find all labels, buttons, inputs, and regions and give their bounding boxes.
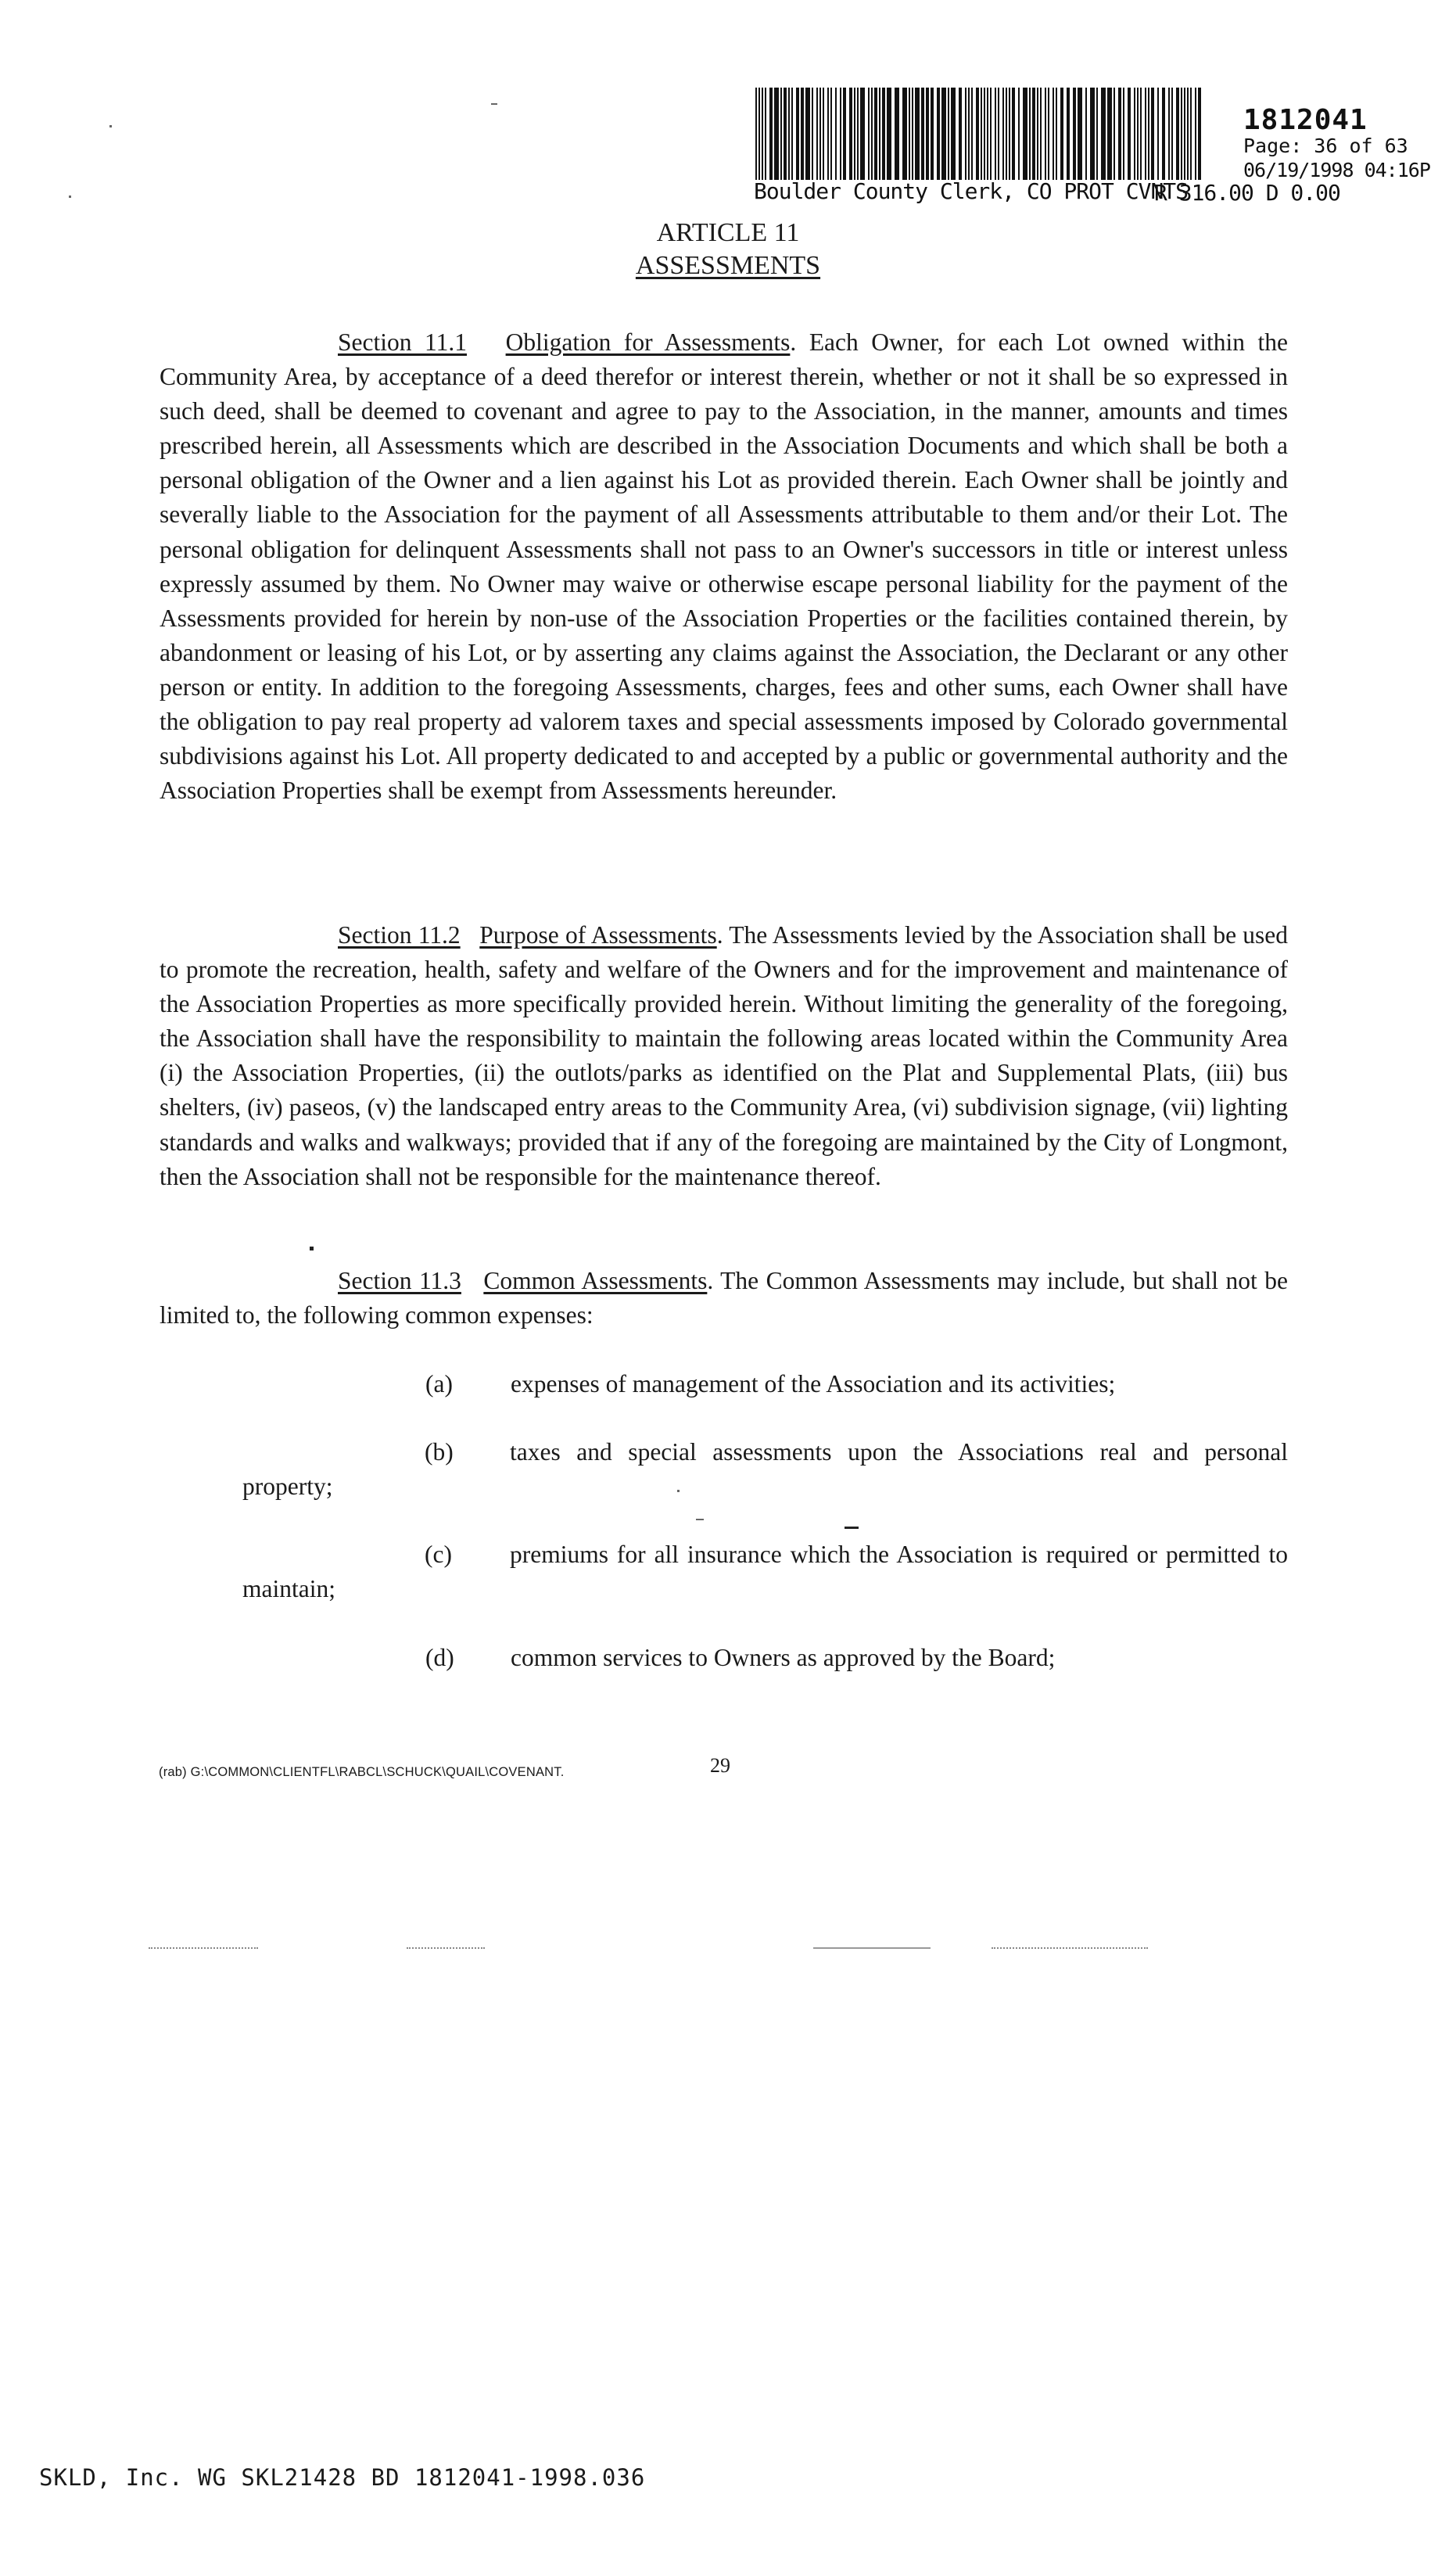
barcode-bar: [1184, 88, 1185, 180]
barcode-bar: [879, 88, 880, 180]
barcode-bar: [791, 88, 793, 180]
barcode-bar: [1056, 88, 1057, 180]
barcode-bar: [909, 88, 910, 180]
barcode-bar: [1198, 88, 1201, 180]
barcode-bar: [788, 88, 790, 180]
article-number: ARTICLE 11: [656, 218, 800, 247]
skld-reference-line: SKLD, Inc. WG SKL21428 BD 1812041-1998.036: [39, 2464, 646, 2491]
barcode-bar: [1078, 88, 1082, 180]
barcode-bar: [902, 88, 907, 180]
list-item-label: (b): [425, 1438, 454, 1466]
scan-speck: [69, 196, 71, 198]
barcode-bar: [823, 88, 824, 180]
section-11-3: [160, 1264, 1288, 1333]
barcode-bar: [849, 88, 852, 180]
page-number: 29: [710, 1754, 730, 1777]
barcode-bar: [1176, 88, 1179, 180]
stamp-clerk-line: Boulder County Clerk, CO PROT CVNTS: [754, 178, 1189, 204]
barcode-bar: [1090, 88, 1095, 180]
stamp-fees: R 316.00 D 0.00: [1154, 180, 1340, 206]
barcode-bar: [990, 88, 992, 180]
barcode-bar: [965, 88, 966, 180]
barcode-bar: [1009, 88, 1010, 180]
barcode-bar: [1118, 88, 1121, 180]
barcode-bar: [1045, 88, 1046, 180]
barcode-bar: [819, 88, 821, 180]
barcode-bar: [1128, 88, 1131, 180]
list-item-text: common services to Owners as approved by the Board;: [511, 1644, 1056, 1671]
barcode-bar: [871, 88, 873, 180]
barcode-bar: [830, 88, 832, 180]
section-heading: Common Assessments: [483, 1267, 708, 1294]
barcode-bar: [971, 88, 973, 180]
section-heading: Obligation for Assessments: [505, 328, 791, 356]
document-path: (rab) G:\COMMON\CLIENTFL\RABCL\SCHUCK\QUAIL\COVENANT.: [159, 1765, 565, 1779]
barcode-bar: [921, 88, 924, 180]
barcode-bar: [1162, 88, 1165, 180]
section-text: . The Assessments levied by the Association shall be used to promote the recreation, health, safety and welfare of the Owners and for the improvement and maintenance of the Association Properties as more specifically provided herein. Without limiting the generality of the foregoing, the Association shall have the responsibility to maintain the following areas located within the Community Area (i) the Association Properties, (ii) the outlots/parks as identified on the Plat and Supplemental Plats, (iii) bus shelters, (iv) paseos, (v) the landscaped entry areas to the Community Area, (vi) subdivision signage, (vii) lighting standards and walks and walkways; provided that if any of the foregoing are maintained by the City of Longmont, then the Association shall not be responsible for the maintenance thereof.: [160, 921, 1288, 1190]
barcode-bar: [882, 88, 885, 180]
barcode-bar: [827, 88, 829, 180]
barcode-bar: [1134, 88, 1135, 180]
scan-speck: [845, 1527, 859, 1529]
barcode-bar: [769, 88, 773, 180]
barcode-bar: [1151, 88, 1154, 180]
barcode-bar: [1012, 88, 1015, 180]
section-text: . Each Owner, for each Lot owned within the Community Area, by acceptance of a deed therefor or interest therein, whether or not it shall be so expressed in such deed, shall be deemed to covenant and agree to pay to the Association, in the manner, amounts and times prescribed herein, all Assessments which are described in the Association Documents and which shall be both a personal obligation of the Owner and a lien against his Lot as provided therein. Each Owner shall be jointly and severally liable to the Association for the payment of all Assessments attributable to them and/or their Lot. The personal obligation for delinquent Assessments shall not pass to an Owner's successors in title or interest unless expressly assumed by them. No Owner may waive or otherwise escape personal liability for the payment of the Assessments provided for herein by non-use of the Association Properties or the facilities contained therein, by abandonment or leasing of his Lot, or by asserting any claims against the Association, the Declarant or any other person or entity. In addition to the foregoing Assessments, charges, fees and other sums, each Owner shall have the obligation to pay real property ad valorem taxes and special assessments imposed by Colorado governmental subdivisions against his Lot. All property dedicated to and accepted by a public or governmental authority and the Association Properties shall be exempt from Assessments hereunder.: [160, 328, 1288, 805]
scan-dotted-line: [992, 1947, 1148, 1950]
scan-speck: [491, 103, 497, 105]
barcode-bar: [987, 88, 988, 180]
barcode-bar: [1048, 88, 1049, 180]
stamp-page-info: Page: 36 of 63: [1243, 135, 1408, 157]
barcode-bar: [843, 88, 846, 180]
barcode-bar: [1029, 88, 1031, 180]
barcode-bar: [816, 88, 818, 180]
barcode-bar: [937, 88, 940, 180]
barcode: [755, 88, 1204, 180]
barcode-bar: [926, 88, 929, 180]
barcode-bar: [887, 88, 891, 180]
barcode-bar: [780, 88, 782, 180]
list-item-label: (d): [425, 1644, 454, 1671]
barcode-bar: [860, 88, 865, 180]
barcode-bar: [1002, 88, 1004, 180]
barcode-bar: [801, 88, 804, 180]
barcode-bar: [1037, 88, 1038, 180]
section-label: Section 11.3: [338, 1267, 461, 1294]
scan-dotted-line: [813, 1947, 931, 1950]
barcode-bar: [1023, 88, 1027, 180]
barcode-bar: [1073, 88, 1076, 180]
section-11-2: [160, 918, 1288, 1194]
barcode-bar: [951, 88, 956, 180]
article-title: ASSESSMENTS: [635, 251, 821, 280]
barcode-bar: [895, 88, 899, 180]
scan-speck: [677, 1490, 680, 1492]
scan-speck: [696, 1519, 704, 1520]
scan-dotted-line: [149, 1947, 258, 1950]
barcode-bar: [1145, 88, 1146, 180]
barcode-bar: [984, 88, 985, 180]
barcode-bar: [840, 88, 841, 180]
barcode-bar: [1171, 88, 1173, 180]
barcode-bar: [995, 88, 996, 180]
section-11-1: [160, 325, 1288, 808]
barcode-bar: [941, 88, 946, 180]
barcode-bar: [1195, 88, 1196, 180]
barcode-bar: [1018, 88, 1020, 180]
barcode-bar: [755, 88, 757, 180]
scan-speck: [310, 1247, 314, 1250]
barcode-bar: [758, 88, 760, 180]
barcode-bar: [976, 88, 979, 180]
barcode-bar: [1140, 88, 1142, 180]
barcode-bar: [1006, 88, 1007, 180]
barcode-bar: [762, 88, 763, 180]
barcode-bar: [857, 88, 859, 180]
list-item-text: expenses of management of the Association and its activities;: [511, 1370, 1116, 1398]
barcode-bar: [1123, 88, 1124, 180]
barcode-bar: [981, 88, 982, 180]
barcode-bar: [1032, 88, 1035, 180]
list-item: [242, 1537, 1288, 1606]
list-item: [425, 1367, 1288, 1401]
barcode-bar: [1181, 88, 1182, 180]
section-label: Section 11.2: [338, 921, 461, 949]
barcode-bar: [1190, 88, 1192, 180]
barcode-bar: [1053, 88, 1054, 180]
barcode-bar: [784, 88, 787, 180]
barcode-bar: [1168, 88, 1170, 180]
barcode-bar: [912, 88, 913, 180]
barcode-bar: [1114, 88, 1115, 180]
barcode-bar: [812, 88, 813, 180]
barcode-bar: [931, 88, 934, 180]
barcode-bar: [915, 88, 920, 180]
scan-dotted-line: [407, 1947, 485, 1950]
list-item: [425, 1641, 1288, 1675]
barcode-bar: [959, 88, 962, 180]
barcode-bar: [1085, 88, 1087, 180]
barcode-bar: [1137, 88, 1139, 180]
barcode-bar: [1040, 88, 1042, 180]
scan-speck: [109, 125, 112, 127]
reception-number: 1812041: [1243, 104, 1368, 136]
barcode-bar: [948, 88, 949, 180]
list-item-label: (a): [425, 1370, 453, 1398]
barcode-bar: [868, 88, 870, 180]
list-item-label: (c): [425, 1541, 452, 1568]
list-item-text: premiums for all insurance which the Association is required or permitted to maintain;: [242, 1541, 1288, 1603]
barcode-bar: [1096, 88, 1098, 180]
barcode-bar: [1187, 88, 1189, 180]
section-heading: Purpose of Assessments: [479, 921, 717, 949]
barcode-bar: [796, 88, 799, 180]
barcode-bar: [1148, 88, 1149, 180]
barcode-bar: [968, 88, 970, 180]
stamp-date-time: 06/19/1998 04:16P: [1243, 159, 1430, 181]
barcode-bar: [835, 88, 837, 180]
barcode-bar: [1101, 88, 1106, 180]
barcode-bar: [765, 88, 766, 180]
barcode-bar: [1067, 88, 1070, 180]
barcode-bar: [854, 88, 855, 180]
barcode-bar: [874, 88, 877, 180]
section-label: Section 11.1: [338, 328, 467, 356]
barcode-bar: [805, 88, 810, 180]
barcode-bar: [998, 88, 999, 180]
barcode-bar: [1157, 88, 1159, 180]
list-item: [242, 1435, 1288, 1504]
barcode-bar: [1060, 88, 1063, 180]
barcode-bar: [1107, 88, 1112, 180]
barcode-bar: [774, 88, 779, 180]
section-text: . The Common Assessments may include, but shall not be limited to, the following common expenses:: [160, 1267, 1288, 1329]
list-item-text: taxes and special assessments upon the Associations real and personal property;: [242, 1438, 1288, 1501]
